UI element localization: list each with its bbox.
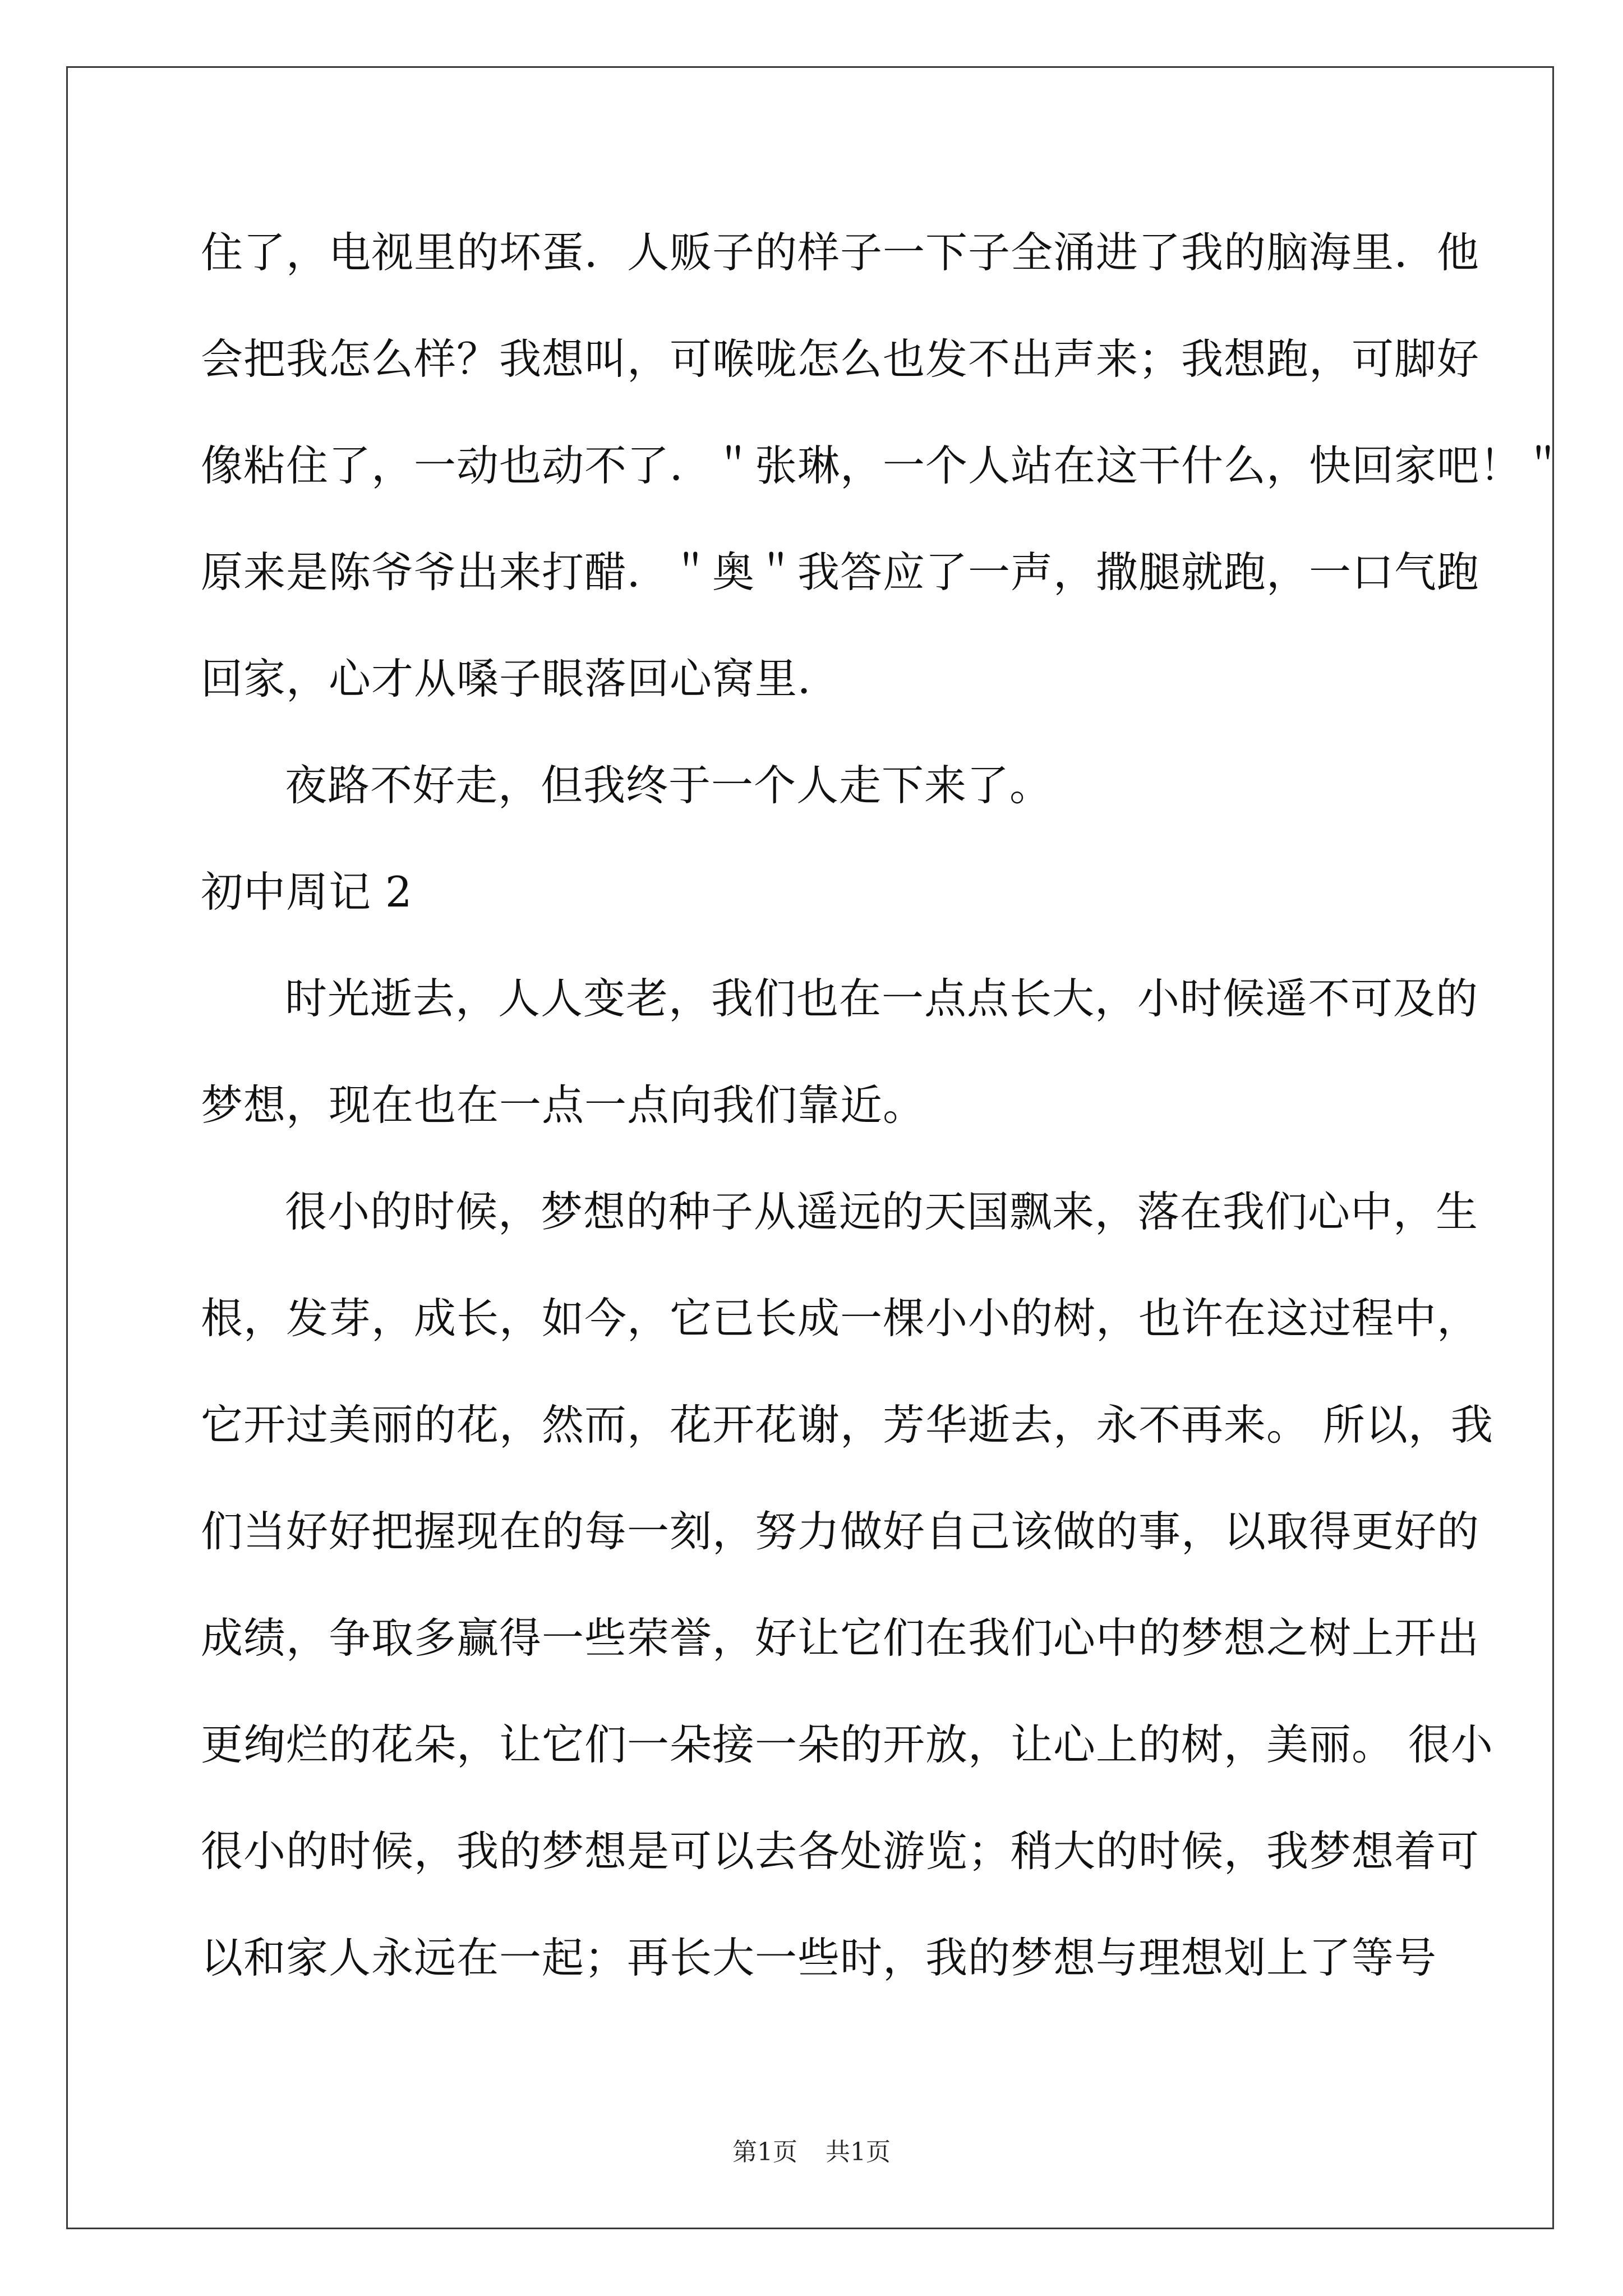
text-line: 很小的时候，梦想的种子从遥远的天国飘来，落在我们心中，生	[285, 1187, 1479, 1236]
text-line: 夜路不好走，但我终于一个人走下来了。	[285, 761, 1053, 810]
text-line: 像粘住了，一动也动不了．＂张琳，一个人站在这干什么，快回家吧！＂	[201, 441, 1565, 490]
text-line: 回家，心才从嗓子眼落回心窝里．	[201, 654, 841, 703]
text-line: 更绚烂的花朵，让它们一朵接一朵的开放，让心上的树，美丽。 很小	[201, 1720, 1493, 1769]
document-body	[201, 222, 1565, 2033]
page-footer	[0, 2132, 1623, 2168]
text-line: 会把我怎么样？我想叫，可喉咙怎么也发不出声来；我想跑，可脚好	[201, 334, 1480, 384]
text-line: 很小的时候，我的梦想是可以去各处游览；稍大的时候，我梦想着可	[201, 1826, 1480, 1876]
text-line: 住了，电视里的坏蛋．人贩子的样子一下子全涌进了我的脑海里．他	[201, 228, 1480, 277]
text-line: 以和家人永远在一起；再长大一些时，我的梦想与理想划上了等号	[201, 1933, 1437, 1982]
text-line: 们当好好把握现在的每一刻，努力做好自己该做的事，以取得更好的	[201, 1507, 1480, 1556]
text-line: 梦想，现在也在一点一点向我们靠近。	[201, 1080, 926, 1130]
page-total: 共1页	[826, 2138, 891, 2166]
text-line: 它开过美丽的花，然而，花开花谢，芳华逝去，永不再来。 所以，我	[201, 1400, 1493, 1450]
text-line: 成绩，争取多赢得一些荣誉，好让它们在我们心中的梦想之树上开出	[201, 1613, 1480, 1663]
text-line: 原来是陈爷爷出来打醋．＂奥＂我答应了一声，撒腿就跑，一口气跑	[201, 547, 1480, 597]
section-heading: 初中周记 2	[201, 867, 413, 917]
text-line: 根，发芽，成长，如今，它已长成一棵小小的树，也许在这过程中，	[201, 1294, 1480, 1343]
text-line: 时光逝去，人人变老，我们也在一点点长大，小时候遥不可及的	[285, 974, 1479, 1023]
page-number: 第1页	[732, 2138, 797, 2166]
